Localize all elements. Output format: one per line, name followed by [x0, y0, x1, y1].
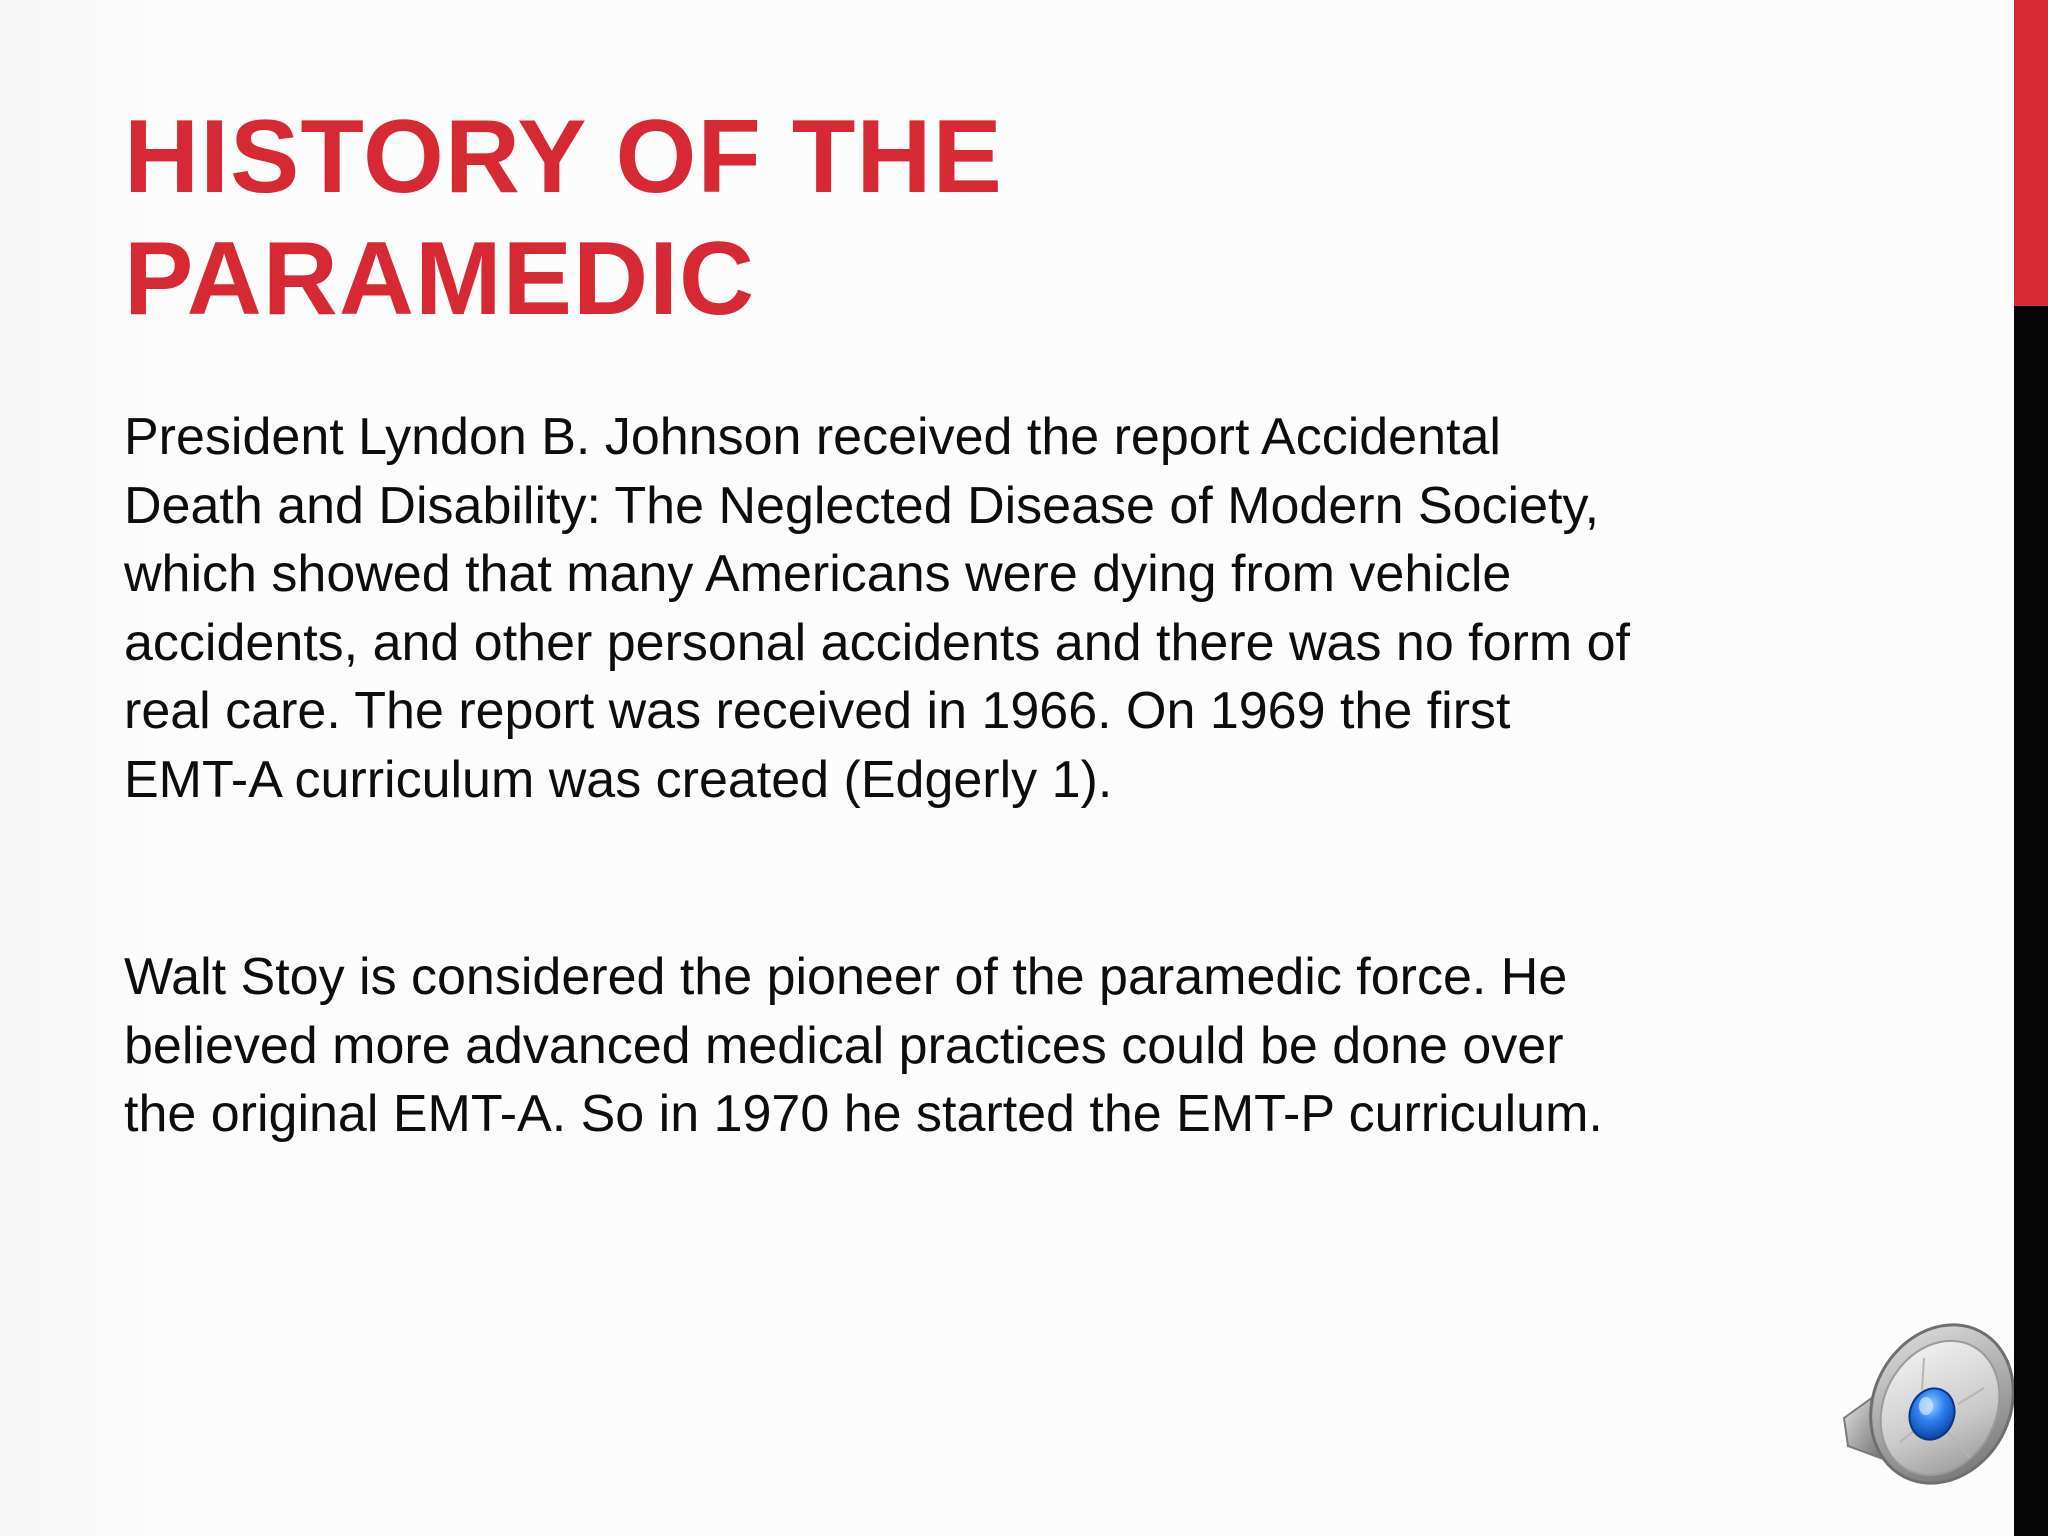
paragraph-line: Walt Stoy is considered the pioneer of the paramedic force. He	[124, 948, 1568, 1006]
speaker-icon-graphic	[1834, 1318, 2014, 1498]
paragraph-line: President Lyndon B. Johnson received the report Accidental	[124, 408, 1501, 466]
paragraph-line: EMT-A curriculum was created (Edgerly 1).	[124, 750, 1113, 809]
accent-bar-red	[2014, 0, 2048, 306]
body-paragraph-walt-stoy	[124, 943, 1824, 1149]
paragraph-line: believed more advanced medical practices could be done over	[124, 1016, 1564, 1075]
paragraph-line: which showed that many Americans were dying from vehicle	[124, 545, 1512, 604]
body-paragraph-johnson-report	[124, 403, 1824, 815]
slide-title-line: HISTORY OF THE	[124, 99, 1003, 215]
accent-bar-black	[2014, 306, 2048, 1536]
slide-title	[124, 96, 1624, 340]
paragraph-line: Death and Disability: The Neglected Disease of Modern Society,	[124, 476, 1600, 535]
slide-title-line: PARAMEDIC	[124, 221, 756, 337]
paragraph-line: the original EMT-A. So in 1970 he started the EMT-P curriculum.	[124, 1085, 1603, 1144]
paragraph-line: real care. The report was received in 1966. On 1969 the first	[124, 682, 1511, 741]
paragraph-line: accidents, and other personal accidents and there was no form of	[124, 613, 1630, 672]
speaker-icon[interactable]	[1834, 1318, 2014, 1498]
